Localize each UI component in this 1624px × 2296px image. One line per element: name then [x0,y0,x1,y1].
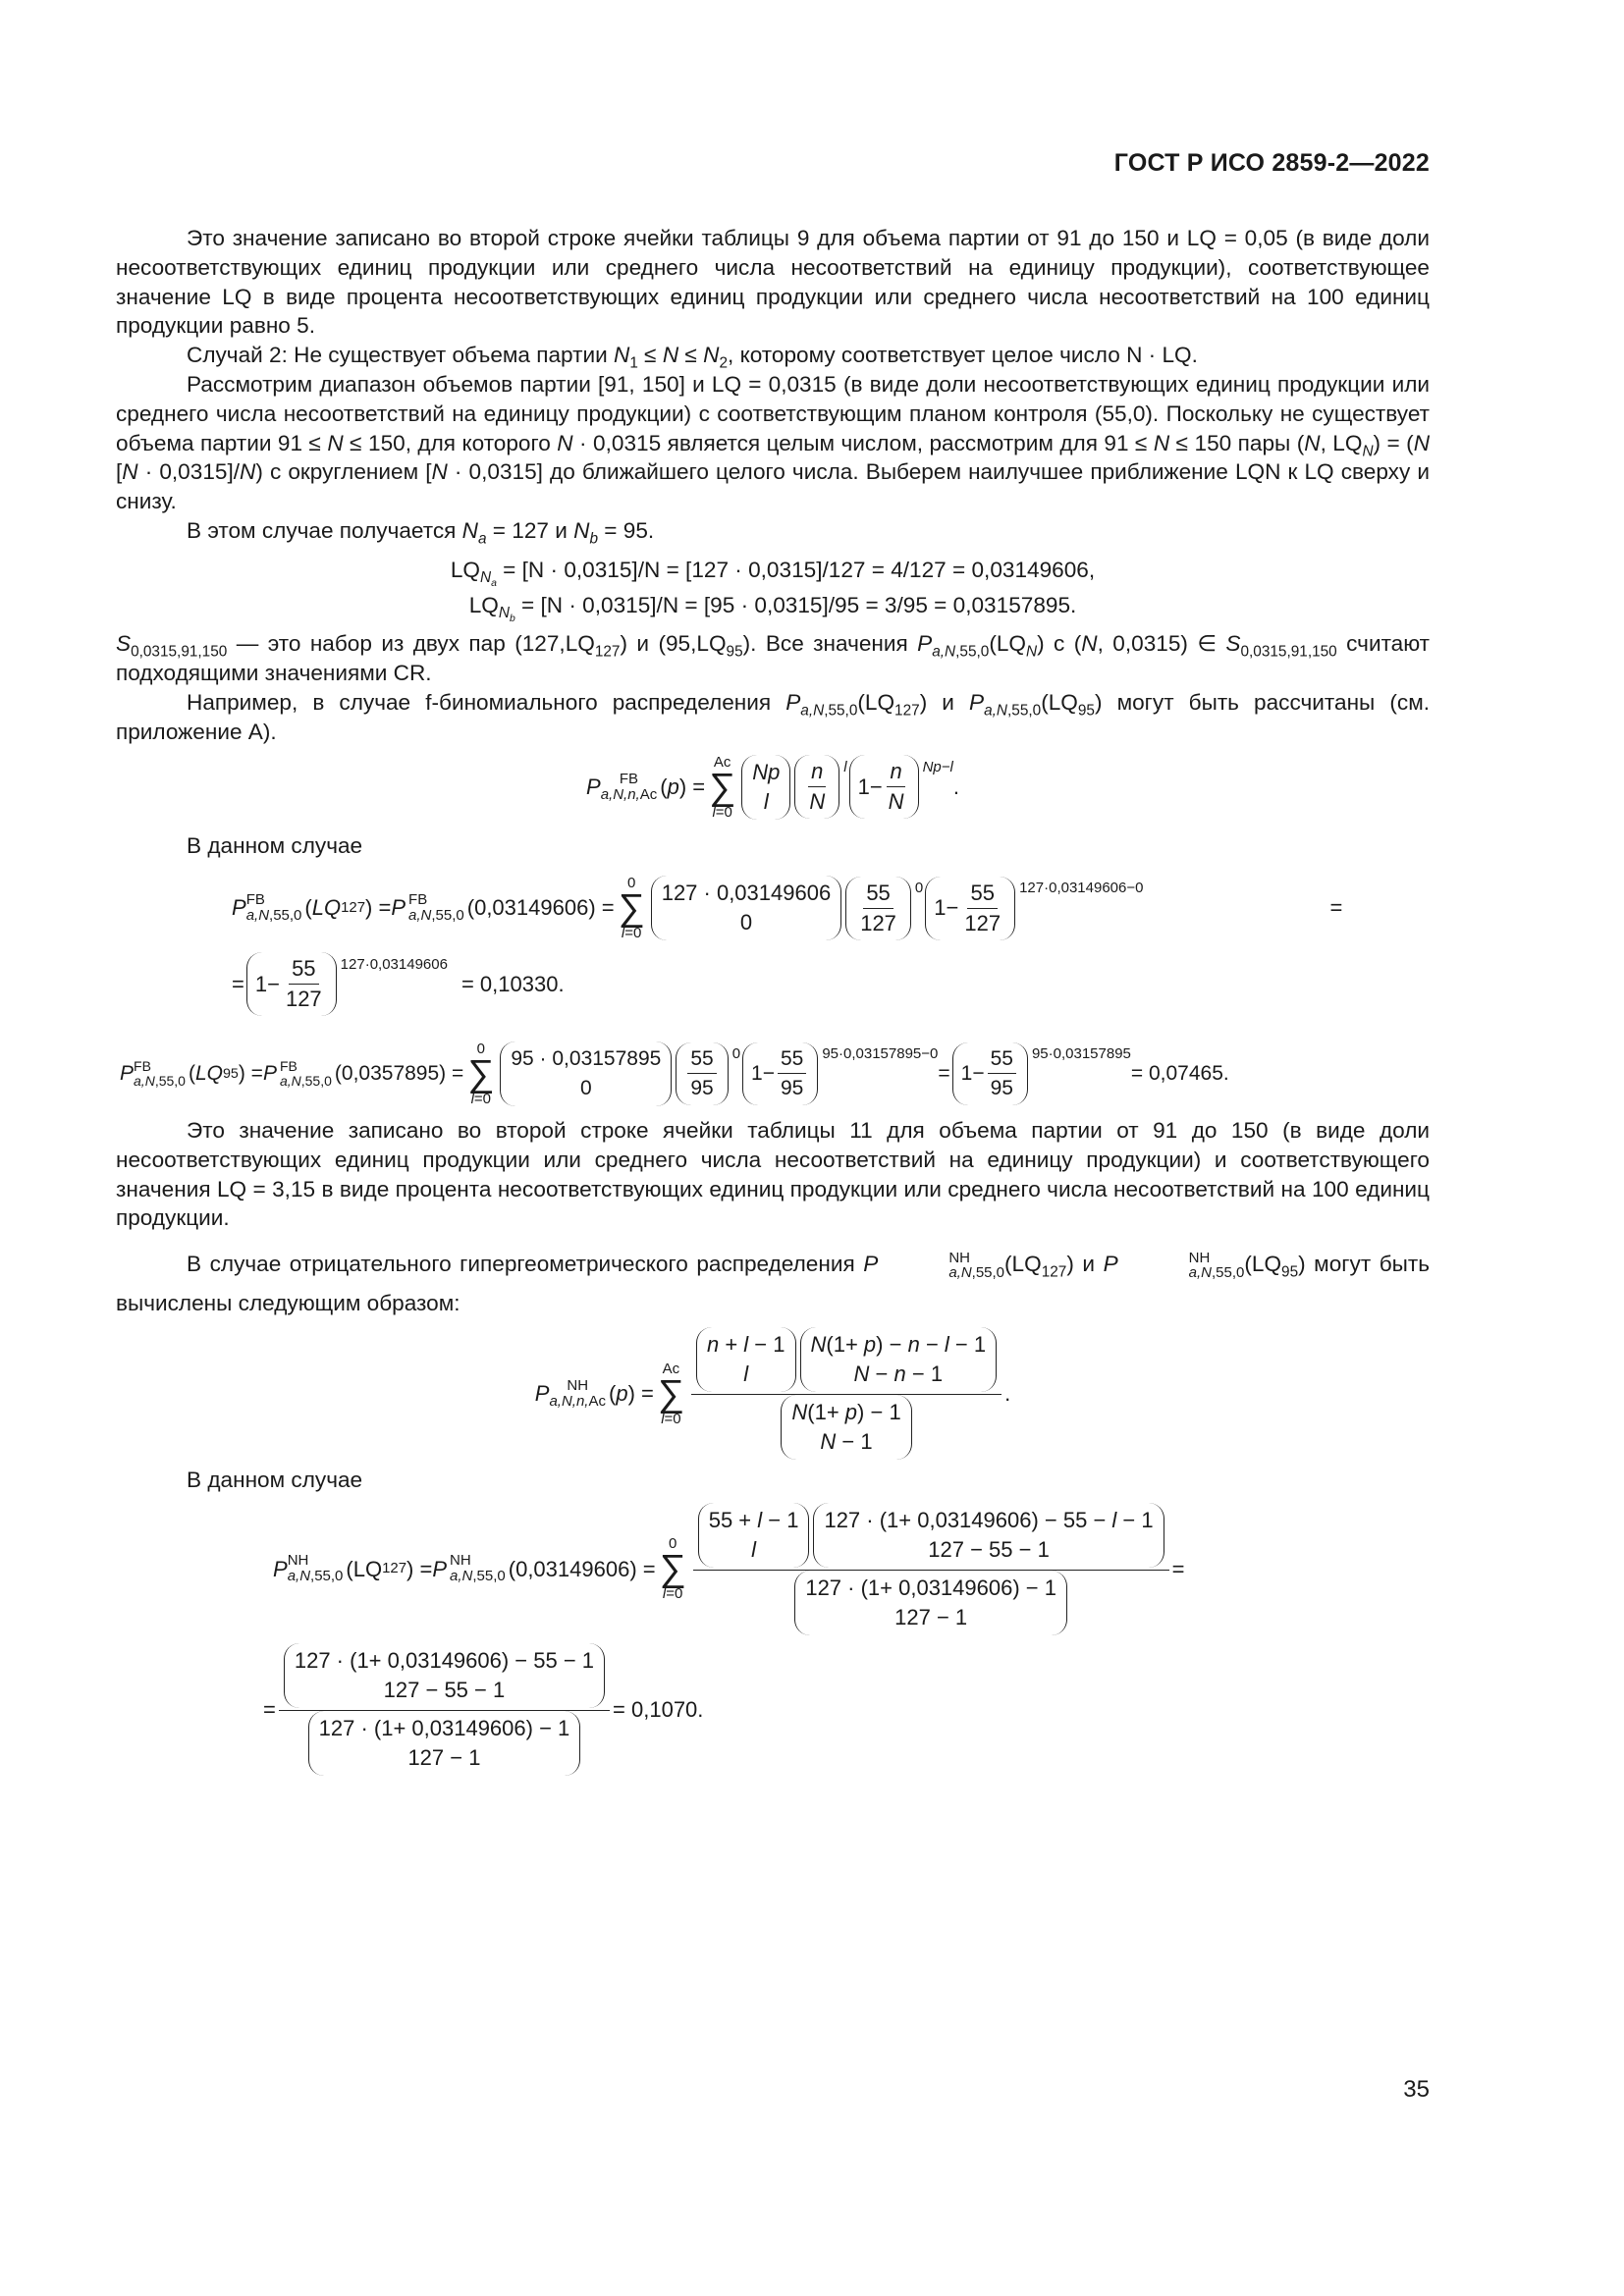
paragraph-na-nb: В этом случае получается $N_a = 127$ и $N_b = 95$. [187,517,655,548]
paragraph-negative-hypergeometric: В случае отрицательного гипергеометрического распределения P NH a,N,55,0 $(LQ_{127})$ и P NH a,N,55,0 $(LQ_{95})$ могут быть вычислены следующим образом: [116,1250,1430,1316]
page-number: 35 [1403,2076,1430,2103]
document-body [116,224,1430,1776]
formula-fb-95: P FB a,N,55,0 ( LQ 95 ) = P FB a,N,55,0 ( 0,0357895 ) = 0 ∑ l=0 95 · 0,03157895 0 $\frac{55}{95}$ 0 1− $\frac{55}{95}$ 95·0,03157895−0 = 1− $\frac{55}{95}$ 95·0,03157895 = 0,07465. [120,1040,1229,1107]
formula-nh-127: P NH a,N,55,0 (LQ 127 ) = P NH a,N,55,0 ( 0,03149606 ) = 0 ∑ l=0 55 + l − 1 l 127 · (1+ 0,03149606) − 55 − l − 1 127 − 55 − 1 127 · (1+ 0,03149606) − 1 127 − 1 = [273,1503,1430,1635]
paragraph-table9-note: Это значение записано во второй строке ячейки таблицы 9 для объема партии от 91 до 150 и LQ = 0,05 (в виде доли несоответствующих единиц продукции или среднего числа несоответствий на единицу продукции), соответствующее значение LQ в виде процента несоответствующих единиц продукции или среднего числа несоответствий на 100 единиц продукции равно 5. [116,226,1430,339]
paragraph-case2: Случай 2: Не существует объема партии $N_1 \le N \le N_2$, которому соответствует целое число N · LQ. [187,343,1198,372]
equation-lq-na: $LQ_{N_a} = [N \cdot 0,0315]/N = [127 \cdot 0,0315]/127 = 4/127 = 0,03149606$, [450,557,1096,590]
paragraph-range: Рассмотрим диапазон объемов партии [91, 150] и LQ = 0,0315 (в виде доли несоответствующих единиц продукции или среднего числа несоответствий на единицу продукции) с соответствующим планом контроля (55,0). Поскольку не существует объема партии 91 ≤ N ≤ 150, для которого N · 0,0315 является целым числом, рассмотрим для 91 ≤ N ≤ 150 пары (N, $LQ_N) = (N$ [N · 0,0315]/N) с округлением [N · 0,0315] до ближайшего целого числа. Выберем наилучшее приближение LQN к LQ сверху и снизу. [116,371,1431,514]
formula-fb-general: P FB a,N,n,Ac ( p ) = Ac ∑ l=0 Np l $\frac{n}{N}$ l 1− $\frac{n}{N}$ Np−l . [586,753,959,821]
paragraph-binomial: Например, в случае f-биномиального распределения $P_{a,N,55,0}(LQ_{127})$ и $P_{a,N,55,0}(LQ_{95})$ могут быть рассчитаны (см. приложение А). [116,689,1431,744]
formula-nh-general: P NH a,N,n,Ac ( p ) = Ac ∑ l=0 n + l − 1 l N(1+ p) − n − l − 1 N − n − 1 N(1+ p) − 1 N − 1 . [116,1327,1430,1460]
formula-nh-127-result: = 127 · (1+ 0,03149606) − 55 − 1 127 − 55 − 1 127 · (1+ 0,03149606) − 1 127 − 1 = 0,1070. [263,1643,1430,1776]
paragraph-case-fb: В данном случае [187,832,363,858]
document-header: ГОСТ Р ИСО 2859-2—2022 [1113,149,1430,177]
paragraph-s-set: $S_{0,0315,91,150}$ — это набор из двух пар $(127,LQ_{127})$ и $(95,LQ_{95})$. Все значения $P_{a,N,55,0}(LQ_N)$ с (N, 0,0315) ∈ $S_{0,0315,91,150}$ считают подходящими значениями CR. [116,631,1431,686]
formula-fb-127: P FB a,N,55,0 ( LQ 127 ) = P FB a,N,55,0 ( 0,03149606 ) = 0 ∑ l=0 127 · 0,03149606 0 $\frac{55}{127}$ 0 1− $\frac{55}{127}$ 127·0,03149606−0 = [232,875,1343,942]
paragraph-case-nh: В данном случае [187,1468,363,1493]
paragraph-table11-note: Это значение записано во второй строке ячейки таблицы 11 для объема партии от 91 до 150 (в виде доли несоответствующих единиц продукции или среднего числа несоответствий на единицу продукции) и соответствующего значения LQ = 3,15 в виде процента несоответствующих единиц продукции или среднего числа несоответствий на 100 единиц продукции. [116,1117,1430,1231]
equation-lq-nb: $LQ_{N_b} = [N \cdot 0,0315]/N = [95 \cdot 0,0315]/95 = 3/95 = 0,03157895$. [468,592,1077,625]
formula-fb-127-result: = 1− $\frac{55}{127}$ 127·0,03149606 = 0,10330. [232,952,1430,1016]
